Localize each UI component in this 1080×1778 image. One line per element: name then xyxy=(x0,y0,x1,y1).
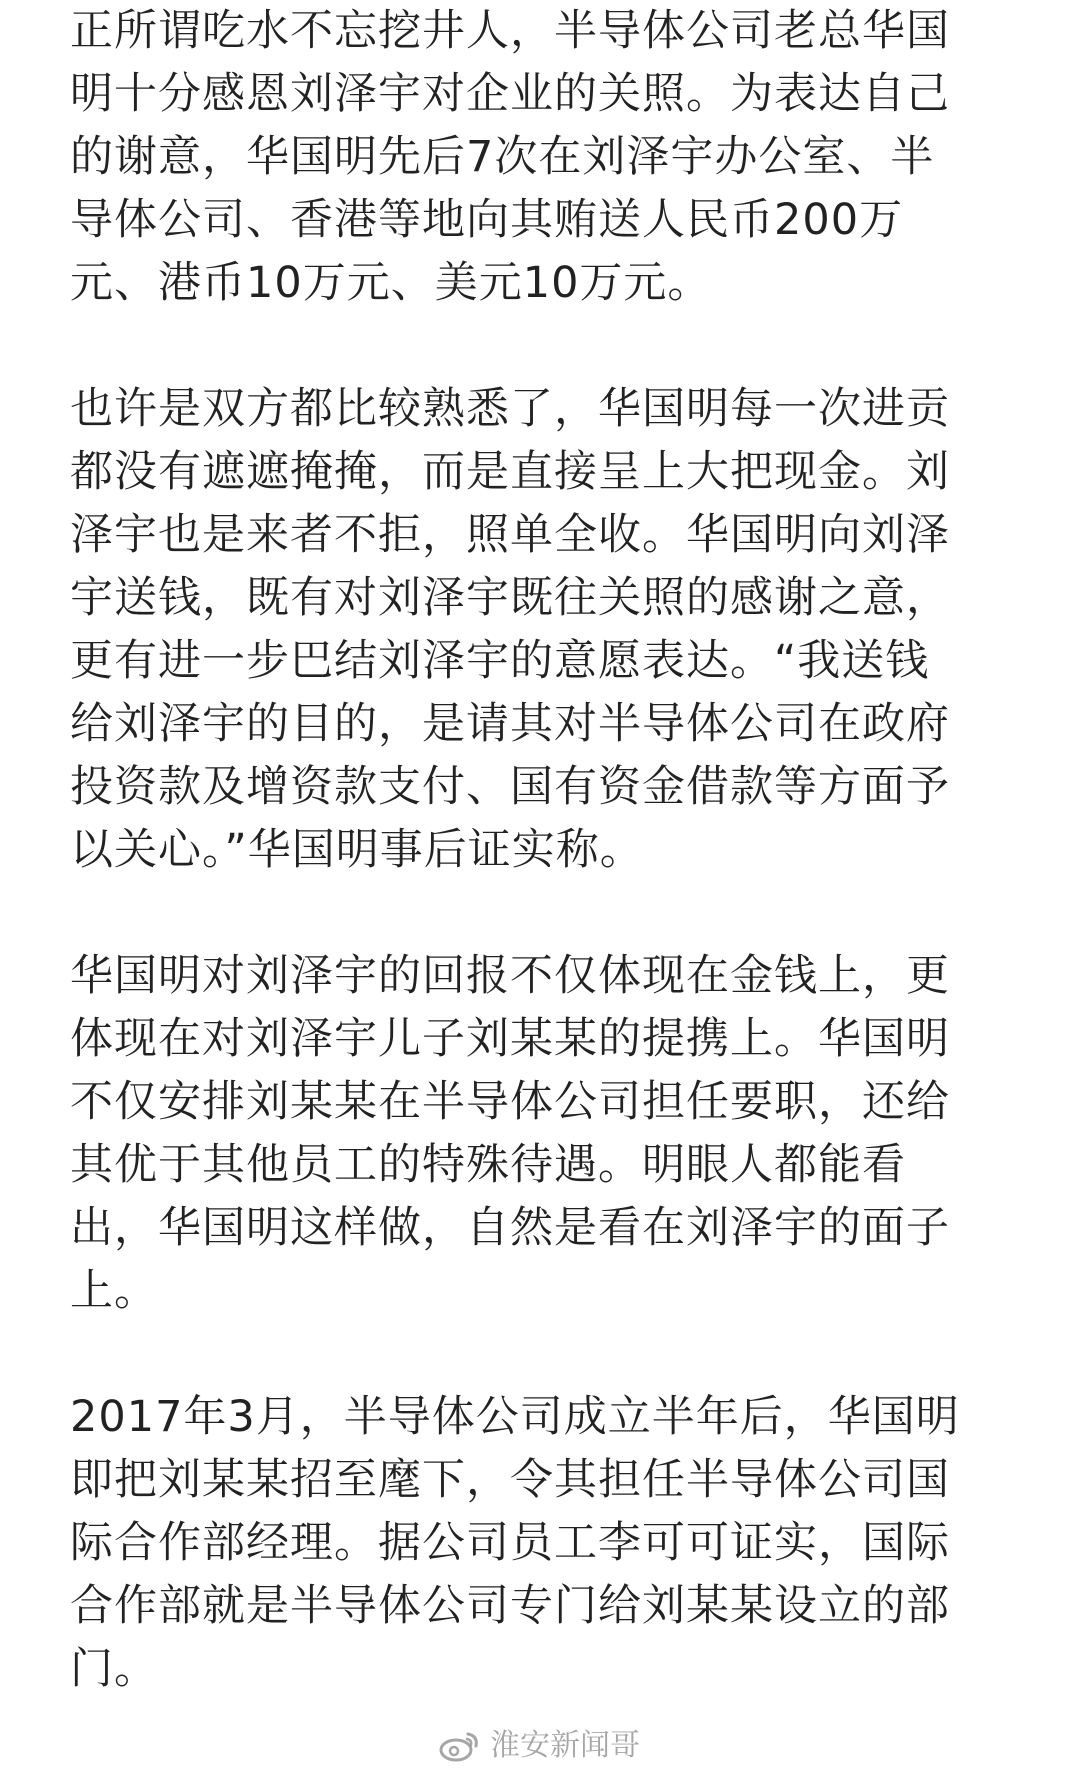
text-line: 明十分感恩刘泽宇对企业的关照。为表达自己 xyxy=(70,69,950,119)
text-line: 投资款及增资款支付、国有资金借款等方面予 xyxy=(70,762,950,812)
paragraph-4 xyxy=(70,1386,1020,1701)
text-line: 际合作部经理。据公司员工李可可证实，国际 xyxy=(70,1518,950,1568)
text-line: 华国明对刘泽宇的回报不仅体现在金钱上，更 xyxy=(70,951,950,1001)
text-line: 门。 xyxy=(70,1644,158,1694)
text-line: 的谢意，华国明先后7次在刘泽宇办公室、半 xyxy=(70,132,935,182)
text-line: 其优于其他员工的特殊待遇。明眼人都能看 xyxy=(70,1140,906,1190)
text-line: 宇送钱，既有对刘泽宇既往关照的感谢之意， xyxy=(70,573,950,623)
text-line: 正所谓吃水不忘挖井人，半导体公司老总华国 xyxy=(70,6,950,56)
text-line: 泽宇也是来者不拒，照单全收。华国明向刘泽 xyxy=(70,510,950,560)
text-line: 元、港币10万元、美元10万元。 xyxy=(70,258,712,308)
text-line: 更有进一步巴结刘泽宇的意愿表达。“我送钱 xyxy=(70,636,930,686)
watermark xyxy=(438,1728,640,1764)
text-line: 以关心。”华国明事后证实称。 xyxy=(70,825,644,875)
paragraph-3 xyxy=(70,945,1020,1323)
text-line: 合作部就是半导体公司专门给刘某某设立的部 xyxy=(70,1581,950,1631)
watermark-text: 淮安新闻哥 xyxy=(490,1728,640,1763)
paragraph-2 xyxy=(70,378,1020,882)
weibo-icon xyxy=(438,1728,482,1764)
text-line: 即把刘某某招至麾下，令其担任半导体公司国 xyxy=(70,1455,950,1505)
text-line: 给刘泽宇的目的，是请其对半导体公司在政府 xyxy=(70,699,950,749)
text-line: 出，华国明这样做，自然是看在刘泽宇的面子 xyxy=(70,1203,950,1253)
text-line: 上。 xyxy=(70,1266,158,1316)
text-line: 体现在对刘泽宇儿子刘某某的提携上。华国明 xyxy=(70,1014,950,1064)
text-line: 导体公司、香港等地向其贿送人民币200万 xyxy=(70,195,904,245)
text-line: 也许是双方都比较熟悉了，华国明每一次进贡 xyxy=(70,384,950,434)
text-line: 不仅安排刘某某在半导体公司担任要职，还给 xyxy=(70,1077,950,1127)
text-line: 都没有遮遮掩掩，而是直接呈上大把现金。刘 xyxy=(70,447,950,497)
article-body xyxy=(70,0,1020,1701)
paragraph-gap xyxy=(70,315,1020,378)
text-line: 2017年3月，半导体公司成立半年后，华国明 xyxy=(70,1392,960,1442)
paragraph-gap xyxy=(70,1323,1020,1386)
paragraph-gap xyxy=(70,882,1020,945)
paragraph-1 xyxy=(70,0,1020,315)
